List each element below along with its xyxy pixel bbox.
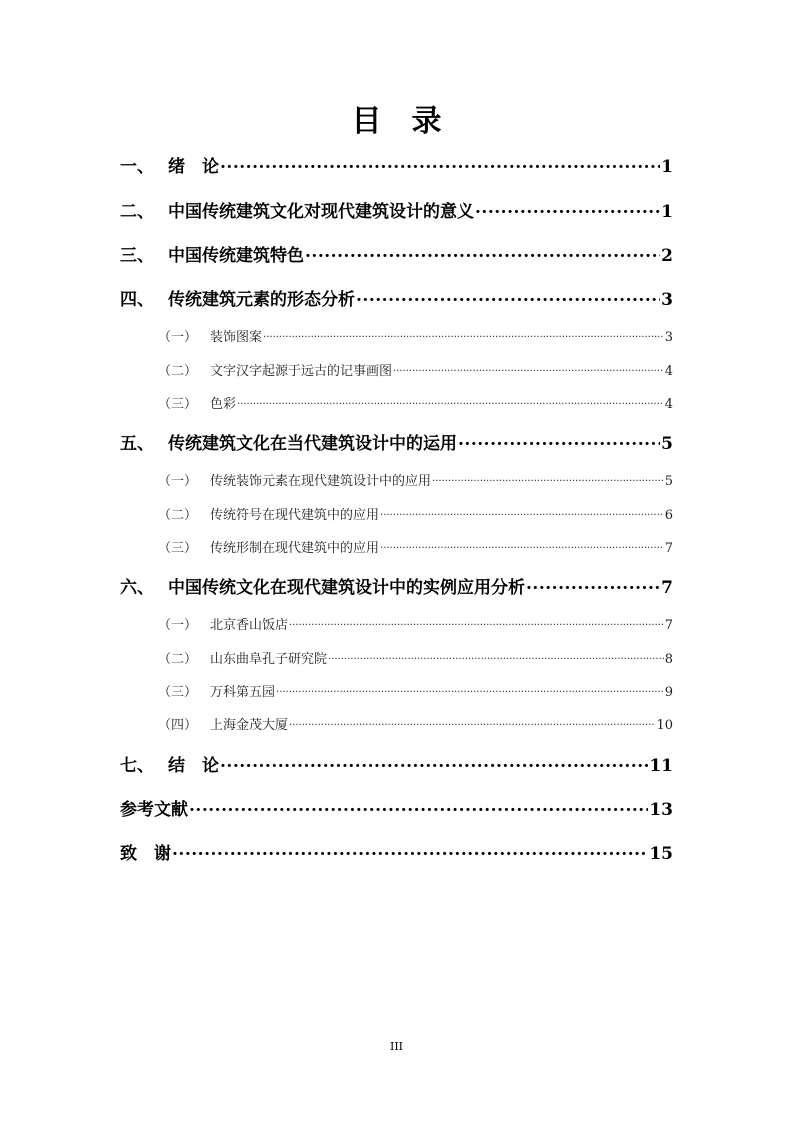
- toc-subentry[interactable]: [158, 504, 673, 523]
- toc-entry-page: 5: [661, 434, 673, 454]
- toc-leader-dots: [237, 395, 664, 408]
- toc-leader-dots: [458, 432, 660, 449]
- toc-leader-dots: [356, 288, 660, 305]
- toc-subentry-number: （一）: [158, 618, 198, 633]
- toc-subentry-title: 色彩: [210, 397, 237, 412]
- toc-subentry-title: 传统装饰元素在现代建筑设计中的应用: [210, 474, 432, 489]
- toc-leader-dots: [172, 842, 648, 859]
- toc-subentry[interactable]: [158, 360, 673, 379]
- toc-entry[interactable]: [120, 197, 673, 222]
- toc-subentry[interactable]: [158, 614, 673, 633]
- toc-entry[interactable]: [120, 285, 673, 310]
- toc-subentry-title: 上海金茂大厦: [210, 718, 289, 733]
- toc-entry-number: 一、: [120, 157, 154, 177]
- toc-entry-title: 中国传统建筑文化对现代建筑设计的意义: [168, 202, 474, 222]
- toc-subentry[interactable]: [158, 714, 673, 733]
- toc-subentry[interactable]: [158, 326, 673, 345]
- toc-leader-dots: [526, 576, 660, 593]
- toc-leader-dots: [263, 328, 664, 341]
- toc-subentry-title: 文字汉字起源于远古的记事画图: [210, 364, 393, 379]
- toc-entry-page: 15: [649, 844, 673, 864]
- toc-subentry-title: 万科第五园: [210, 685, 276, 700]
- toc-entry-number: 五、: [120, 434, 154, 454]
- toc-leader-dots: [289, 616, 664, 629]
- toc-entry-title: 传统建筑元素的形态分析: [168, 290, 355, 310]
- toc-subentry-page: 8: [664, 652, 673, 667]
- toc-leader-dots: [380, 539, 664, 552]
- toc-subentry[interactable]: [158, 537, 673, 556]
- toc-subentry-title: 传统形制在现代建筑中的应用: [210, 541, 380, 556]
- toc-subentry-number: （二）: [158, 652, 198, 667]
- toc-entry-title: 传统建筑文化在当代建筑设计中的运用: [168, 434, 457, 454]
- toc-entry-page: 13: [649, 800, 673, 820]
- toc-subentry[interactable]: [158, 470, 673, 489]
- toc-subentry-page: 3: [664, 330, 673, 345]
- toc-subentry-number: （三）: [158, 685, 198, 700]
- toc-subentry-title: 山东曲阜孔子研究院: [210, 652, 328, 667]
- toc-entry-number: 四、: [120, 290, 154, 310]
- toc-title-char-2: 录: [411, 104, 442, 139]
- toc-subentry-title: 北京香山饭店: [210, 618, 289, 633]
- toc-entry-title: 中国传统建筑特色: [168, 246, 304, 266]
- toc-subentry[interactable]: [158, 393, 673, 412]
- toc-entry-page: 11: [649, 756, 673, 776]
- toc-subentry-number: （二）: [158, 364, 198, 379]
- toc-subentry-number: （三）: [158, 541, 198, 556]
- toc-entry[interactable]: [120, 795, 673, 820]
- toc-subentry-title: 装饰图案: [210, 330, 263, 345]
- toc-subentry-page: 4: [664, 397, 673, 412]
- toc-entry[interactable]: [120, 573, 673, 598]
- toc-leader-dots: [393, 362, 664, 375]
- toc-entry-title: 结 论: [168, 756, 219, 776]
- toc-entry-page: 2: [661, 246, 673, 266]
- toc-subentry-number: （二）: [158, 508, 198, 523]
- toc-entry-page: 1: [661, 157, 673, 177]
- toc-title: [0, 96, 793, 140]
- toc-subentry[interactable]: [158, 681, 673, 700]
- toc-entry-title: 致 谢: [120, 844, 171, 864]
- toc-entry-number: 三、: [120, 246, 154, 266]
- toc-entry-page: 3: [661, 290, 673, 310]
- toc-entry[interactable]: [120, 152, 673, 177]
- toc-leader-dots: [276, 683, 664, 696]
- toc-leader-dots: [289, 716, 655, 729]
- toc-leader-dots: [475, 200, 660, 217]
- page-number-footer: III: [389, 1040, 404, 1053]
- toc-leader-dots: [189, 798, 648, 815]
- toc-title-char-1: 目: [351, 104, 382, 139]
- toc-leader-dots: [220, 155, 660, 172]
- toc-entry[interactable]: [120, 429, 673, 454]
- toc-entry-title: 参考文献: [120, 800, 188, 820]
- toc-subentry-page: 6: [664, 508, 673, 523]
- toc-subentry-number: （四）: [158, 718, 198, 733]
- toc-entry-title: 中国传统文化在现代建筑设计中的实例应用分析: [168, 578, 525, 598]
- toc-subentry-page: 7: [664, 618, 673, 633]
- toc-subentry-page: 10: [656, 718, 673, 733]
- toc-subentry-number: （三）: [158, 397, 198, 412]
- toc-entry[interactable]: [120, 839, 673, 864]
- toc-subentry-title: 传统符号在现代建筑中的应用: [210, 508, 380, 523]
- toc-subentry-page: 9: [664, 685, 673, 700]
- toc-leader-dots: [432, 472, 664, 485]
- toc-subentry[interactable]: [158, 648, 673, 667]
- toc-subentry-page: 4: [664, 364, 673, 379]
- toc-entry-page: 7: [661, 578, 673, 598]
- toc-subentry-page: 5: [664, 474, 673, 489]
- toc-subentry-page: 7: [664, 541, 673, 556]
- toc-subentry-number: （一）: [158, 474, 198, 489]
- toc-entry-number: 六、: [120, 578, 154, 598]
- toc-leader-dots: [305, 244, 660, 261]
- toc-entry-page: 1: [661, 202, 673, 222]
- toc-entry-number: 二、: [120, 202, 154, 222]
- toc-subentry-number: （一）: [158, 330, 198, 345]
- toc-leader-dots: [380, 506, 664, 519]
- toc-leader-dots: [328, 650, 664, 663]
- toc-entry[interactable]: [120, 751, 673, 776]
- toc-entry-number: 七、: [120, 756, 154, 776]
- toc-leader-dots: [220, 754, 648, 771]
- toc-entry-title: 绪 论: [168, 157, 219, 177]
- toc-entry[interactable]: [120, 241, 673, 266]
